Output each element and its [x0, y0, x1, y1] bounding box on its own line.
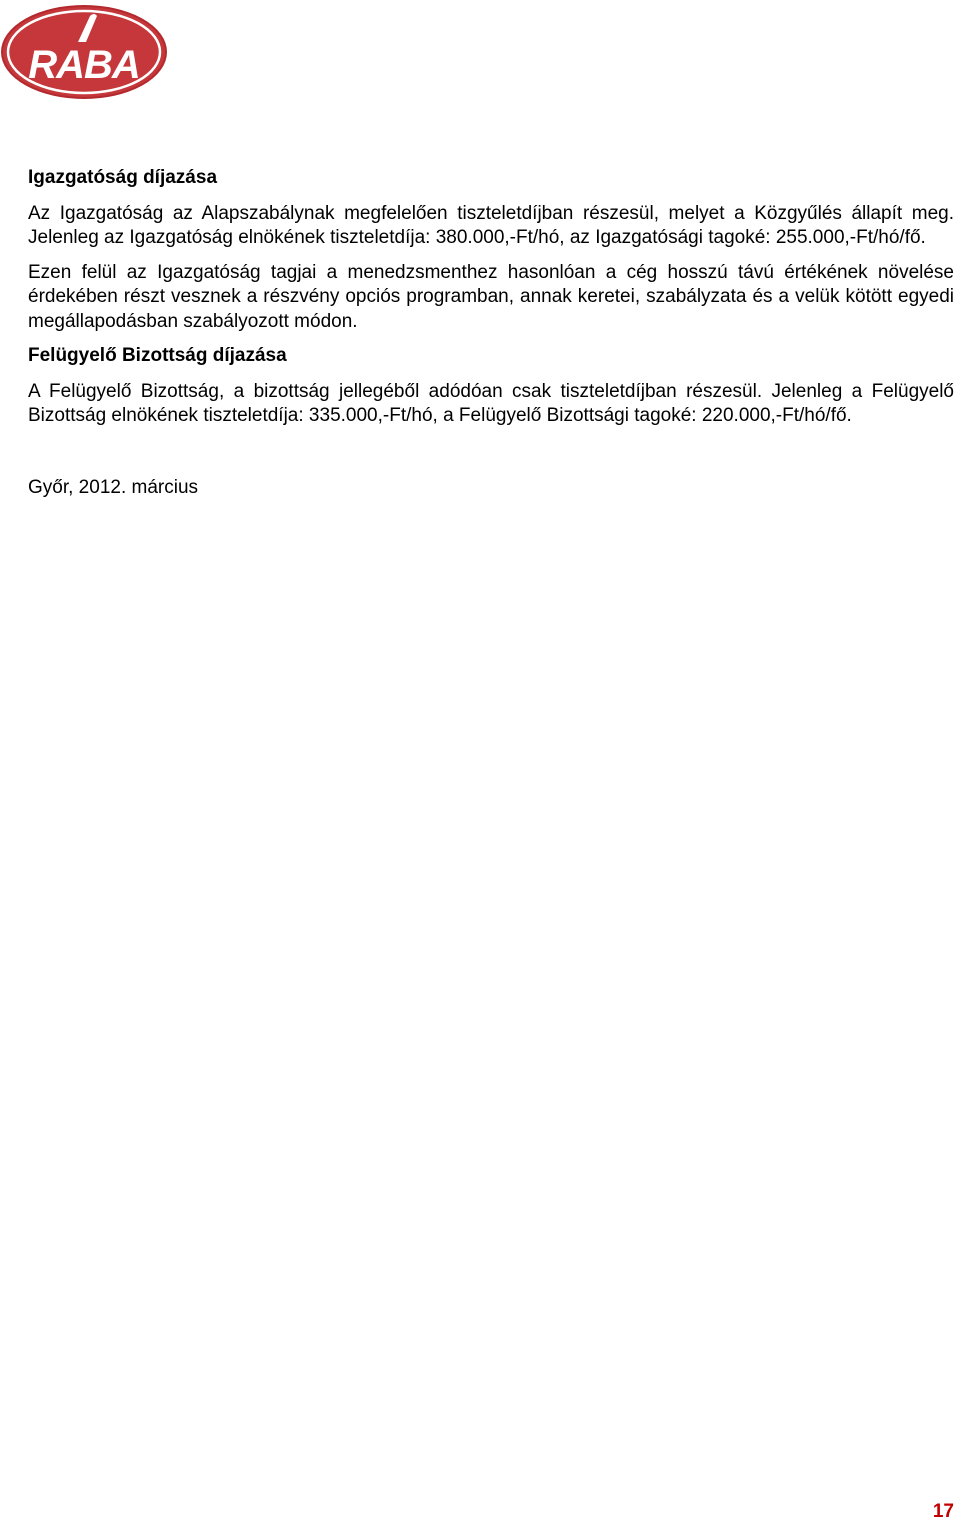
raba-logo	[0, 2, 168, 100]
section-heading-board-remuneration: Igazgatóság díjazása	[28, 167, 218, 188]
board-stock-option-paragraph: Ezen felül az Igazgatóság tagjai a menedzsmenthez hasonlóan a cég hosszú távú értékének növelése érdekében részt vesznek a részvény opciós programban, annak keretei, szabályzata és a velük kötött egyedi megállapodásban szabályozott módon.	[28, 261, 954, 332]
section-heading-supervisory-board-remuneration: Felügyelő Bizottság díjazása	[28, 345, 287, 366]
svg-text:RABA: RABA	[28, 43, 140, 87]
board-remuneration-paragraph: Az Igazgatóság az Alapszabálynak megfelelően tiszteletdíjban részesül, melyet a Közgyűlés állapít meg. Jelenleg az Igazgatóság elnökének tiszteletdíja: 380.000,-Ft/hó, az Igazgatósági tagoké: 255.000,-Ft/hó/fő.	[28, 202, 954, 248]
supervisory-board-remuneration-paragraph: A Felügyelő Bizottság, a bizottság jellegéből adódóan csak tiszteletdíjban részesül. Jelenleg a Felügyelő Bizottság elnökének tiszteletdíja: 335.000,-Ft/hó, a Felügyelő Bizottsági tagoké: 220.000,-Ft/hó/fő.	[28, 380, 954, 426]
page-number: 17	[932, 1501, 954, 1522]
place-and-date: Győr, 2012. március	[28, 476, 199, 498]
document-body	[28, 166, 954, 500]
